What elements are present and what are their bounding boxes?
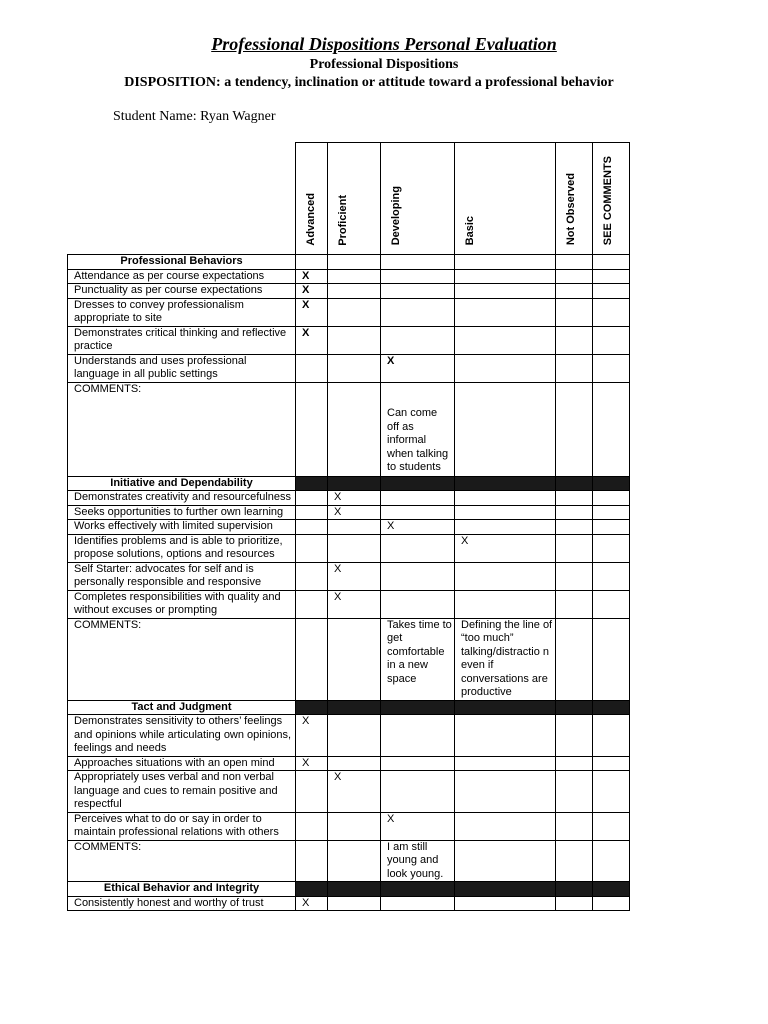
comment-basic: Defining the line of “too much” talking/distractio n even if conversations are productive — [455, 618, 556, 700]
table-row — [68, 326, 630, 354]
disposition-definition: DISPOSITION: a tendency, inclination or attitude toward a professional behavior — [124, 75, 614, 90]
comments-row — [68, 382, 630, 476]
mark-basic: X — [455, 534, 556, 562]
table-row — [68, 562, 630, 590]
criterion: Understands and uses professional language in all public settings — [68, 354, 296, 382]
criterion: Works effectively with limited supervision — [68, 520, 296, 535]
criterion: Attendance as per course expectations — [68, 269, 296, 284]
section-title: Tact and Judgment — [68, 700, 296, 715]
comments-label: COMMENTS: — [68, 382, 296, 476]
table-row — [68, 715, 630, 757]
mark-advanced: X — [296, 715, 328, 757]
mark-proficient: X — [328, 491, 381, 506]
criterion: Approaches situations with an open mind — [68, 756, 296, 771]
student-name: Student Name: Ryan Wagner — [113, 109, 276, 124]
criterion: Seeks opportunities to further own learning — [68, 505, 296, 520]
mark-advanced: X — [296, 326, 328, 354]
table-row — [68, 505, 630, 520]
section-header-tact — [68, 700, 630, 715]
table-row — [68, 896, 630, 911]
table-row — [68, 298, 630, 326]
mark-advanced: X — [296, 756, 328, 771]
criterion: Identifies problems and is able to prioritize, propose solutions, options and resources — [68, 534, 296, 562]
criterion: Dresses to convey professionalism appropriate to site — [68, 298, 296, 326]
criterion: Perceives what to do or say in order to maintain professional relations with others — [68, 812, 296, 840]
section-header-professional — [68, 255, 630, 270]
col-see-comments: SEE COMMENTS — [593, 143, 630, 255]
table-row — [68, 520, 630, 535]
mark-advanced: X — [296, 298, 328, 326]
mark-advanced: X — [296, 269, 328, 284]
table-row — [68, 771, 630, 813]
comments-label: COMMENTS: — [68, 618, 296, 700]
comment-developing: I am still young and look young. — [381, 840, 455, 882]
criterion: Demonstrates critical thinking and reflective practice — [68, 326, 296, 354]
section-title: Initiative and Dependability — [68, 476, 296, 491]
col-proficient: Proficient — [328, 143, 381, 255]
col-advanced: Advanced — [296, 143, 328, 255]
table-row — [68, 491, 630, 506]
document-title: Professional Dispositions Personal Evaluation — [211, 34, 557, 54]
section-header-ethical — [68, 882, 630, 897]
mark-developing: X — [381, 520, 455, 535]
mark-advanced: X — [296, 896, 328, 911]
col-basic: Basic — [455, 143, 556, 255]
mark-developing: X — [381, 354, 455, 382]
table-row — [68, 534, 630, 562]
table-row — [68, 756, 630, 771]
col-developing: Developing — [381, 143, 455, 255]
document-subtitle: Professional Dispositions — [309, 57, 459, 72]
criterion: Appropriately uses verbal and non verbal language and cues to remain positive and respectful — [68, 771, 296, 813]
column-header-row — [68, 143, 630, 255]
col-not-observed: Not Observed — [556, 143, 593, 255]
criterion: Completes responsibilities with quality and without excuses or prompting — [68, 590, 296, 618]
mark-proficient: X — [328, 505, 381, 520]
section-title: Professional Behaviors — [68, 255, 296, 270]
mark-proficient: X — [328, 562, 381, 590]
criterion: Self Starter: advocates for self and is personally responsible and responsive — [68, 562, 296, 590]
mark-proficient: X — [328, 771, 381, 813]
header-blank — [68, 143, 296, 255]
section-title: Ethical Behavior and Integrity — [68, 882, 296, 897]
table-row — [68, 812, 630, 840]
comment-developing: Can come off as informal when talking to students — [381, 382, 455, 476]
mark-developing: X — [381, 812, 455, 840]
mark-proficient: X — [328, 590, 381, 618]
evaluation-table — [67, 142, 630, 911]
comments-row — [68, 618, 630, 700]
criterion: Consistently honest and worthy of trust — [68, 896, 296, 911]
criterion: Demonstrates sensitivity to others’ feelings and opinions while articulating own opinions, feelings and needs — [68, 715, 296, 757]
table-row — [68, 590, 630, 618]
table-row — [68, 354, 630, 382]
section-header-initiative — [68, 476, 630, 491]
table-row — [68, 269, 630, 284]
mark-advanced: X — [296, 284, 328, 299]
criterion: Punctuality as per course expectations — [68, 284, 296, 299]
comment-developing: Takes time to get comfortable in a new space — [381, 618, 455, 700]
table-row — [68, 284, 630, 299]
comments-label: COMMENTS: — [68, 840, 296, 882]
criterion: Demonstrates creativity and resourcefulness — [68, 491, 296, 506]
comments-row — [68, 840, 630, 882]
